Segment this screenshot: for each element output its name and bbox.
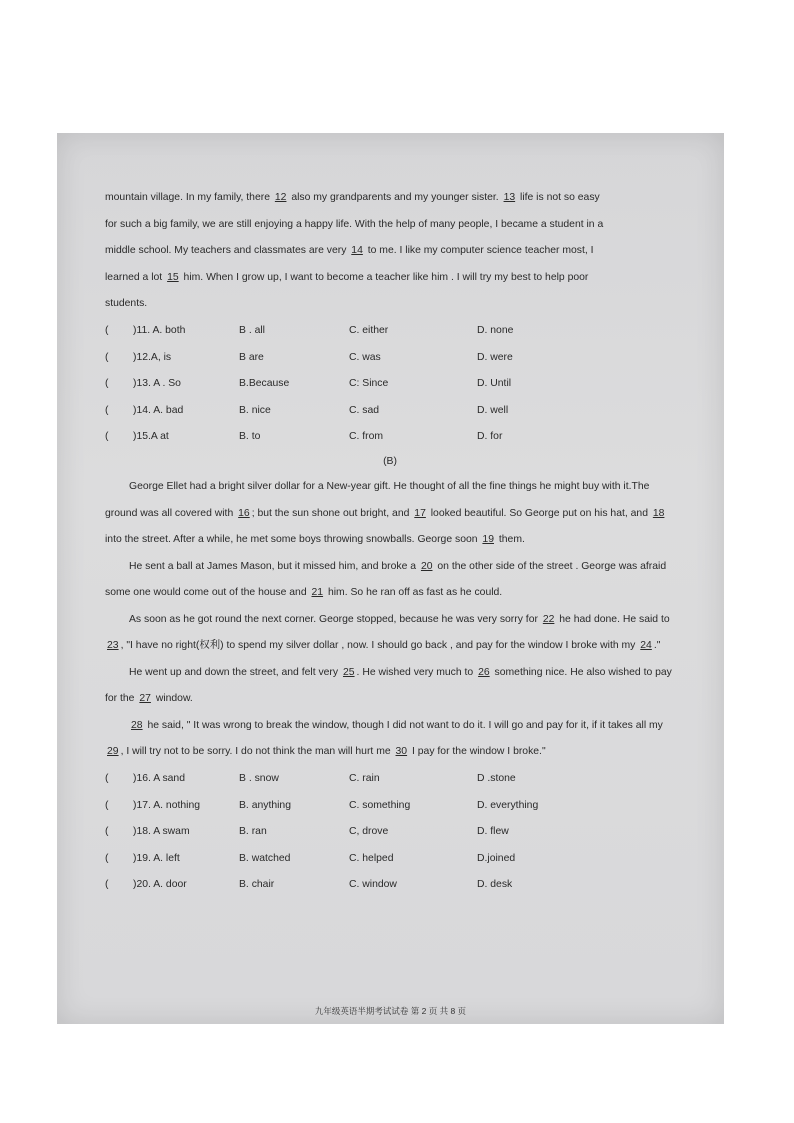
text: also my grandparents and my younger sister. (291, 192, 499, 203)
question-list-a (105, 318, 675, 451)
text: him. When I grow up, I want to become a teacher like him . I will try my best to help poor (183, 271, 589, 283)
text: on the other side of the street . George (437, 560, 616, 572)
option-d: D. desk (477, 879, 513, 891)
option-a: )15.A at (133, 431, 169, 443)
answer-paren[interactable]: ( (105, 852, 109, 864)
option-c: C, drove (349, 826, 389, 838)
passage-a-line (105, 185, 675, 212)
question-row (105, 792, 675, 819)
question-row (105, 424, 675, 451)
blank-19: 19 (482, 534, 494, 545)
option-a: )19. A. left (133, 852, 180, 864)
option-a: )18. A swam (133, 826, 190, 838)
answer-paren[interactable]: ( (105, 404, 109, 416)
text: He sent a ball at James Mason, but it missed him, and broke a (129, 560, 417, 572)
option-b: B . snow (239, 773, 279, 785)
option-d: D .stone (477, 773, 516, 785)
question-row (105, 766, 675, 793)
option-b: B. chair (239, 879, 275, 891)
text: , "I have no right(权利) to spend my silver dollar , now. I should go back , and pay for the window I (120, 640, 569, 651)
answer-paren[interactable]: ( (105, 879, 109, 891)
option-c: C. either (349, 325, 389, 337)
option-d: D. Until (477, 378, 512, 390)
option-a: )14. A. bad (133, 404, 184, 416)
blank-30: 30 (395, 746, 408, 757)
page-footer: 九年级英语半期考试试卷 第 2 页 共 8 页 (314, 1006, 467, 1016)
passage-a-line (105, 212, 675, 239)
option-a: )13. A . So (133, 378, 181, 390)
blank-14: 14 (351, 245, 363, 256)
text: He went up and down the street, and felt very (129, 666, 339, 678)
passage-b-paragraph (105, 607, 675, 660)
answer-paren[interactable]: ( (105, 799, 109, 811)
blank-24: 24 (640, 640, 652, 651)
blank-22: 22 (542, 613, 555, 625)
blank-23: 23 (107, 640, 119, 651)
text: looked beautiful. So George (430, 507, 560, 519)
option-d: D. flew (477, 826, 509, 838)
option-c: C. window (349, 879, 397, 891)
option-a: )20. A. door (133, 879, 187, 891)
text: broke." (513, 746, 546, 757)
option-d: D. well (477, 404, 509, 416)
text: was afraid some one would come out of the house and (105, 560, 667, 598)
passage-b-paragraph (105, 554, 675, 607)
option-b: B. to (239, 431, 261, 443)
question-row (105, 397, 675, 424)
text: ." (653, 640, 661, 651)
blank-12: 12 (274, 192, 287, 203)
option-a: )16. A sand (133, 773, 185, 785)
answer-paren[interactable]: ( (105, 826, 109, 838)
blank-15: 15 (167, 271, 179, 283)
text: broke with my (571, 640, 636, 651)
question-row (105, 344, 675, 371)
option-c: C. was (349, 351, 381, 363)
option-c: C: Since (349, 378, 389, 390)
text: He said to (622, 613, 670, 625)
blank-29: 29 (107, 746, 119, 757)
text: . He wished very much to (356, 666, 474, 678)
answer-paren[interactable]: ( (105, 325, 109, 337)
option-c: C. from (349, 431, 384, 443)
text: to me. I like my computer science teacher most, I (367, 245, 594, 256)
answer-paren[interactable]: ( (105, 773, 109, 785)
option-a: )17. A. nothing (133, 799, 201, 811)
blank-17: 17 (414, 507, 426, 519)
blank-18: 18 (652, 507, 665, 519)
section-heading-b: (B) (383, 456, 397, 467)
question-row (105, 872, 675, 899)
text: takes all my (608, 719, 663, 731)
text: it.The ground was all covered with (105, 481, 650, 519)
text: middle school. My teachers and classmates are very (105, 245, 347, 256)
text: I pay for the window I (411, 746, 511, 757)
question-row (105, 318, 675, 345)
text: students. (105, 298, 148, 309)
option-b: B. ran (239, 826, 267, 838)
blank-21: 21 (311, 587, 324, 598)
text: ; but the sun shone out bright, and (251, 507, 410, 519)
blank-27: 27 (139, 693, 151, 704)
option-b: B. watched (239, 852, 291, 864)
text: for such a big family, we are still enjoying a happy life. With the help of many people, I became a student in a (105, 218, 604, 230)
option-a: )11. A. both (133, 325, 186, 337)
option-d: D. none (477, 325, 514, 337)
text: something nice. He (494, 666, 584, 678)
option-c: C. sad (349, 404, 380, 416)
text: mountain village. In my family, there (105, 192, 270, 203)
question-list-b (105, 766, 675, 899)
passage-a-line (105, 291, 675, 318)
blank-26: 26 (478, 666, 490, 678)
text: into the street. After a while, he met some boys throwing snowballs. George soon (105, 534, 478, 545)
option-d: D. were (477, 351, 513, 363)
text: life is not so easy (520, 192, 600, 203)
option-b: B . all (239, 325, 265, 337)
text: George Ellet had a bright silver dollar for a New-year gift. He thought of all the fine things he might buy with (129, 481, 621, 492)
blank-20: 20 (420, 560, 433, 572)
option-b: B.Because (239, 378, 290, 390)
text: As soon as he got round the next corner. George stopped, because he was very sorry for (129, 613, 538, 625)
passage-a-line (105, 265, 675, 292)
answer-paren[interactable]: ( (105, 351, 109, 363)
answer-paren[interactable]: ( (105, 431, 109, 443)
page-content (105, 185, 675, 898)
option-b: B are (239, 351, 264, 363)
option-b: B. anything (239, 799, 291, 811)
blank-28: 28 (131, 719, 143, 731)
text: he had done. (559, 613, 620, 625)
option-c: C. rain (349, 773, 380, 785)
exam-page (57, 133, 724, 1024)
blank-16: 16 (238, 507, 250, 519)
option-a: )12.A, is (133, 351, 172, 363)
question-row (105, 845, 675, 872)
option-d: D. everything (477, 799, 539, 811)
text: he said, " It was wrong to break the window, though I did not want to do it. I will go and pay for it, if it (147, 719, 606, 731)
text: them. (498, 534, 525, 545)
blank-13: 13 (503, 192, 516, 203)
option-c: C. something (349, 799, 411, 811)
answer-paren[interactable]: ( (105, 378, 109, 390)
option-d: D. for (477, 431, 503, 443)
text: learned a lot (105, 271, 163, 283)
text: window. (155, 693, 193, 704)
passage-b-paragraph (105, 713, 675, 766)
option-c: C. helped (349, 852, 394, 864)
text: also wished to pay for the (105, 666, 672, 704)
passage-b-paragraph (105, 660, 675, 713)
question-row (105, 819, 675, 846)
passage-a-line (105, 238, 675, 265)
blank-25: 25 (342, 666, 355, 678)
option-b: B. nice (239, 404, 271, 416)
option-d: D.joined (477, 852, 516, 864)
text: , I will try not to be sorry. I do not think the man will hurt me (120, 746, 391, 757)
text: put on his hat, and (562, 507, 648, 519)
text: him. So he ran off as fast as he could. (327, 587, 503, 598)
passage-b-paragraph (105, 474, 675, 554)
question-row (105, 371, 675, 398)
